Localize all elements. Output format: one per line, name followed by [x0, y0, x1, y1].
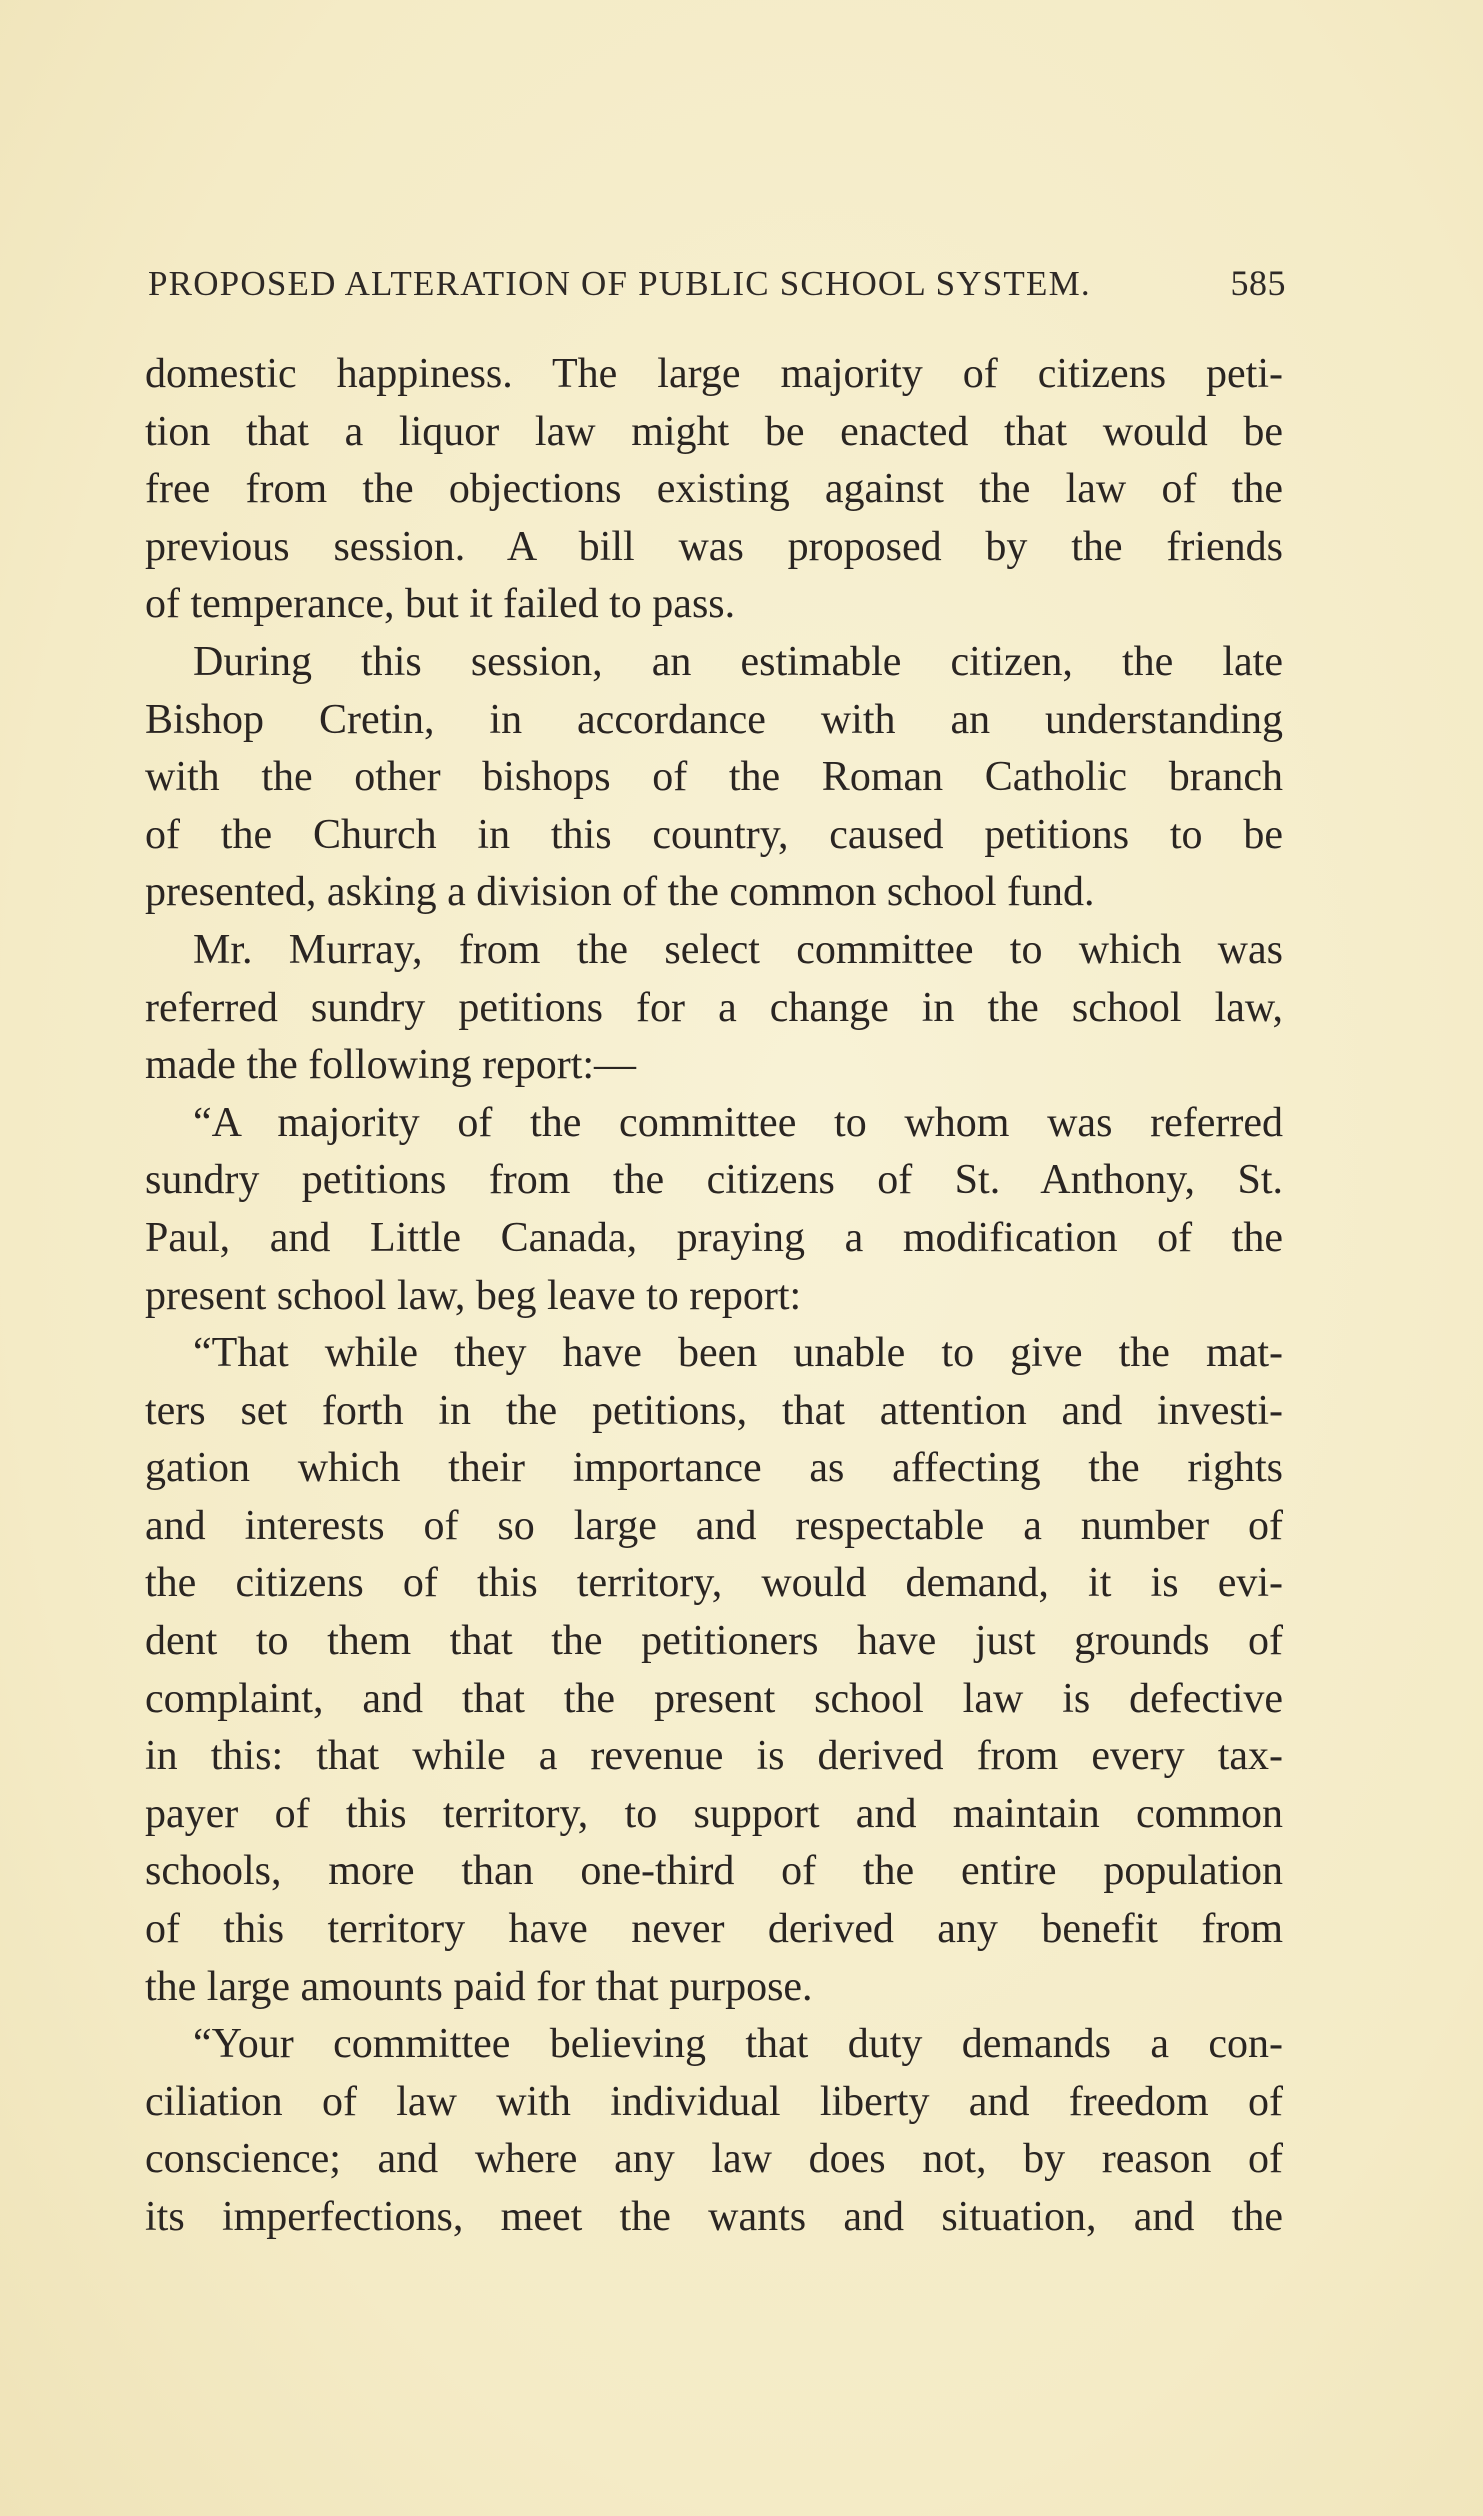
text-line: Bishop Cretin, in accordance with an understanding	[145, 696, 1283, 743]
text-line: free from the objections existing against the law of the	[145, 466, 1283, 513]
text-line: ters set forth in the petitions, that attention and investi-	[145, 1387, 1283, 1434]
text-line: “A majority of the committee to whom was referred	[193, 1099, 1283, 1146]
text-line: previous session. A bill was proposed by the friends	[145, 523, 1283, 570]
text-line: present school law, beg leave to report:	[145, 1272, 802, 1319]
text-line: schools, more than one-third of the entire population	[145, 1848, 1283, 1895]
page-number: 585	[1230, 263, 1286, 303]
body-text	[145, 346, 1283, 2247]
text-line: referred sundry petitions for a change in the school law,	[145, 984, 1283, 1031]
text-line: conscience; and where any law does not, by reason of	[145, 2136, 1283, 2183]
text-line: its imperfections, meet the wants and situation, and the	[145, 2194, 1283, 2240]
text-line: of the Church in this country, caused petitions to be	[145, 811, 1283, 858]
running-title: PROPOSED ALTERATION OF PUBLIC SCHOOL SYSTEM.	[148, 264, 1091, 303]
text-line: Mr. Murray, from the select committee to which was	[193, 926, 1283, 973]
running-head	[148, 262, 1286, 312]
text-line: and interests of so large and respectable a number of	[145, 1502, 1283, 1549]
text-line: Paul, and Little Canada, praying a modification of the	[145, 1214, 1283, 1261]
text-line: of temperance, but it failed to pass.	[145, 581, 736, 628]
text-line: presented, asking a division of the common school fund.	[145, 869, 1095, 916]
text-line: ciliation of law with individual liberty and freedom of	[145, 2078, 1283, 2125]
text-line: “Your committee believing that duty demands a con-	[193, 2021, 1283, 2068]
text-line: complaint, and that the present school law is defective	[145, 1675, 1283, 1722]
text-line: the citizens of this territory, would demand, it is evi-	[145, 1560, 1283, 1607]
text-line: dent to them that the petitioners have just grounds of	[145, 1618, 1283, 1665]
text-line: “That while they have been unable to give the mat-	[193, 1330, 1283, 1377]
text-line: the large amounts paid for that purpose.	[145, 1963, 813, 2010]
text-line: payer of this territory, to support and maintain common	[145, 1790, 1283, 1837]
text-line: made the following report:—	[145, 1042, 637, 1089]
text-line: of this territory have never derived any benefit from	[145, 1906, 1283, 1953]
text-line: with the other bishops of the Roman Catholic branch	[145, 754, 1283, 801]
text-line: tion that a liquor law might be enacted that would be	[145, 408, 1283, 455]
text-line: sundry petitions from the citizens of St. Anthony, St.	[145, 1157, 1283, 1204]
text-line: domestic happiness. The large majority of citizens peti-	[145, 351, 1283, 397]
text-line: in this: that while a revenue is derived from every tax-	[145, 1733, 1283, 1780]
text-line: During this session, an estimable citizen, the late	[193, 638, 1283, 685]
text-line: gation which their importance as affecting the rights	[145, 1445, 1283, 1492]
